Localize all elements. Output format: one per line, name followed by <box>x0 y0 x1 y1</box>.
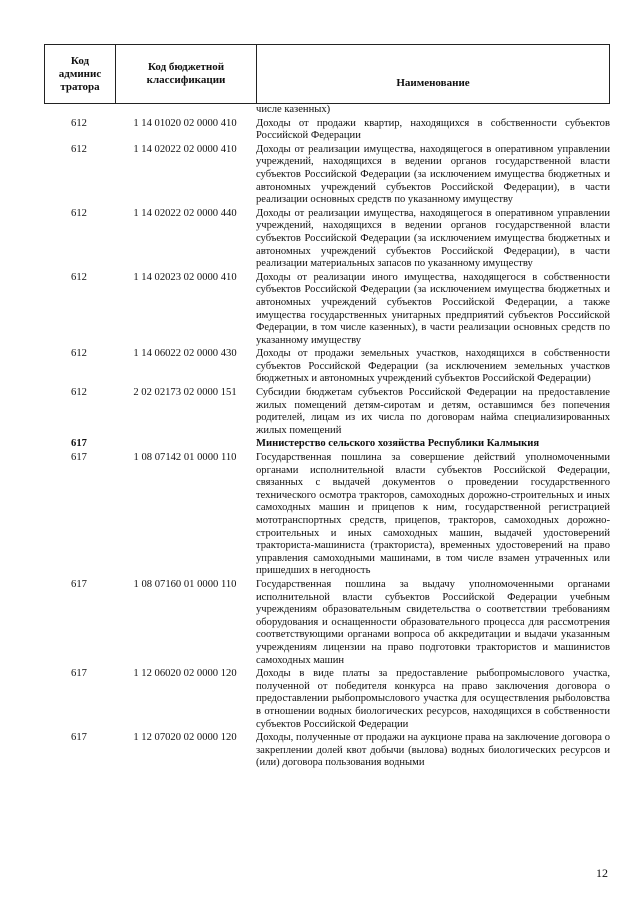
admin-code-cell: 617 <box>71 732 87 744</box>
table-row <box>44 118 610 143</box>
admin-code-cell: 617 <box>71 438 87 450</box>
budget-code-cell: 1 14 02023 02 0000 410 <box>133 271 237 283</box>
budget-code-cell: 1 08 07142 01 0000 110 <box>133 452 237 464</box>
header-budget-code: Код бюджетной классификации <box>116 45 257 103</box>
table-rows <box>44 118 610 770</box>
budget-code-cell: 1 14 02022 02 0000 410 <box>133 143 237 155</box>
table-row <box>44 579 610 667</box>
table-row <box>44 387 610 437</box>
budget-code-cell: 1 12 07020 02 0000 120 <box>133 732 237 744</box>
header-admin-code: Код админис тратора <box>45 45 116 103</box>
table-row <box>44 348 610 386</box>
name-cell: Доходы от реализации имущества, находящегося в оперативном управлении учреждений, находящихся в ведении органов государственной власти субъектов Российской Федерации (за исключением имущества бюджетных и автономных учреждений субъектов Российской Федерации), в части реализации материальных запасов по указанному имуществу <box>256 207 610 270</box>
admin-code-cell: 612 <box>71 207 87 219</box>
budget-code-cell: 1 14 06022 02 0000 430 <box>133 348 237 360</box>
table-body <box>44 104 610 770</box>
admin-code-cell: 612 <box>71 348 87 360</box>
section-heading-row <box>44 438 610 451</box>
document-page <box>44 44 610 770</box>
table-header <box>44 44 610 104</box>
admin-code-cell: 617 <box>71 668 87 680</box>
table-row <box>44 144 610 207</box>
budget-code-cell: 2 02 02173 02 0000 151 <box>133 387 237 399</box>
name-cell: Субсидии бюджетам субъектов Российской Федерации на предоставление жилых помещений детям-сиротам и детям, оставшимся без попечения родителей, лицам из их числа по договорам найма специализированных жилых помещений <box>256 387 610 436</box>
continuation-text: числе казенных) <box>256 104 331 115</box>
name-cell: Доходы, полученные от продажи на аукционе права на заключение договора о закреплении долей квот добычи (вылова) водных биологических ресурсов и (или) договора пользования водными <box>256 732 610 769</box>
budget-code-cell <box>114 438 256 451</box>
admin-code-cell: 612 <box>71 271 87 283</box>
budget-code-cell: 1 12 06020 02 0000 120 <box>133 668 237 680</box>
admin-code-cell: 617 <box>71 452 87 464</box>
admin-code-cell: 612 <box>71 143 87 155</box>
budget-code-cell: 1 08 07160 01 0000 110 <box>133 578 237 590</box>
page-number: 12 <box>596 866 608 880</box>
table-row <box>44 452 610 578</box>
admin-code-cell: 617 <box>71 578 87 590</box>
header-name: Наименование <box>396 76 470 89</box>
name-cell: Доходы от реализации имущества, находящегося в оперативном управлении учреждений, находящихся в ведении органов государственной власти субъектов Российской Федерации (за исключением имущества бюджетных и автономных учреждений субъектов Российской Федерации), в части реализации основных средств по указанному имуществу <box>256 143 610 206</box>
admin-code-cell: 612 <box>71 117 87 129</box>
name-cell: Доходы в виде платы за предоставление рыбопромыслового участка, полученной от победителя конкурса на право заключения договора о предоставлении рыбопромыслового участка для осуществления рыболовства в отношении водных биологических ресурсов, находящихся в собственности субъектов Российской Федерации <box>256 668 610 730</box>
name-cell: Доходы от реализации иного имущества, находящегося в собственности субъектов Российской Федерации (за исключением имущества бюджетных и автономных учреждений субъектов Российской Федерации, а также имущества государственных унитарных предприятий субъектов Российской Федерации, в том числе казенных), в части реализации основных средств по указанному имуществу <box>256 271 610 346</box>
name-cell: Государственная пошлина за выдачу уполномоченными органами исполнительной власти субъектов Российской Федерации учебным учреждениям образовательным свидетельства о соответствии требованиям оборудования и оснащенности образовательного процесса для рассмотрения соответствующими органами вопроса об аккредитации и выдачи указанным учреждениям лицензии на право подготовки трактористов и машинистов самоходных машин <box>256 578 610 666</box>
admin-code-cell: 612 <box>71 387 87 399</box>
table-row <box>44 668 610 731</box>
table-row <box>44 272 610 348</box>
name-cell: Государственная пошлина за совершение действий уполномоченными органами исполнительной власти субъектов Российской Федерации, связанных с выдачей документов о проведении государственного технического осмотра тракторов, самоходных дорожно-строительных и иных самоходных машин и прицепов к ним, государственной регистрацией мототранспортных средств, прицепов, тракторов, самоходных дорожно-строительных и иных самоходных машин, выдачей удостоверений тракториста-машиниста (тракториста), временных удостоверений на право управления самоходными машинами, в том числе взамен утраченных или пришедших в негодность <box>256 452 610 577</box>
table-row <box>44 208 610 271</box>
budget-code-cell: 1 14 02022 02 0000 440 <box>133 207 237 219</box>
name-cell: Доходы от продажи земельных участков, находящихся в собственности субъектов Российской Федерации (за исключением земельных участков бюджетных и автономных учреждений субъектов Российской Федерации) <box>256 348 610 385</box>
table-row <box>44 732 610 770</box>
name-cell: Доходы от продажи квартир, находящихся в собственности субъектов Российской Федерации <box>256 117 610 142</box>
name-cell: Министерство сельского хозяйства Республики Калмыкия <box>256 438 540 450</box>
budget-code-cell: 1 14 01020 02 0000 410 <box>133 117 237 129</box>
